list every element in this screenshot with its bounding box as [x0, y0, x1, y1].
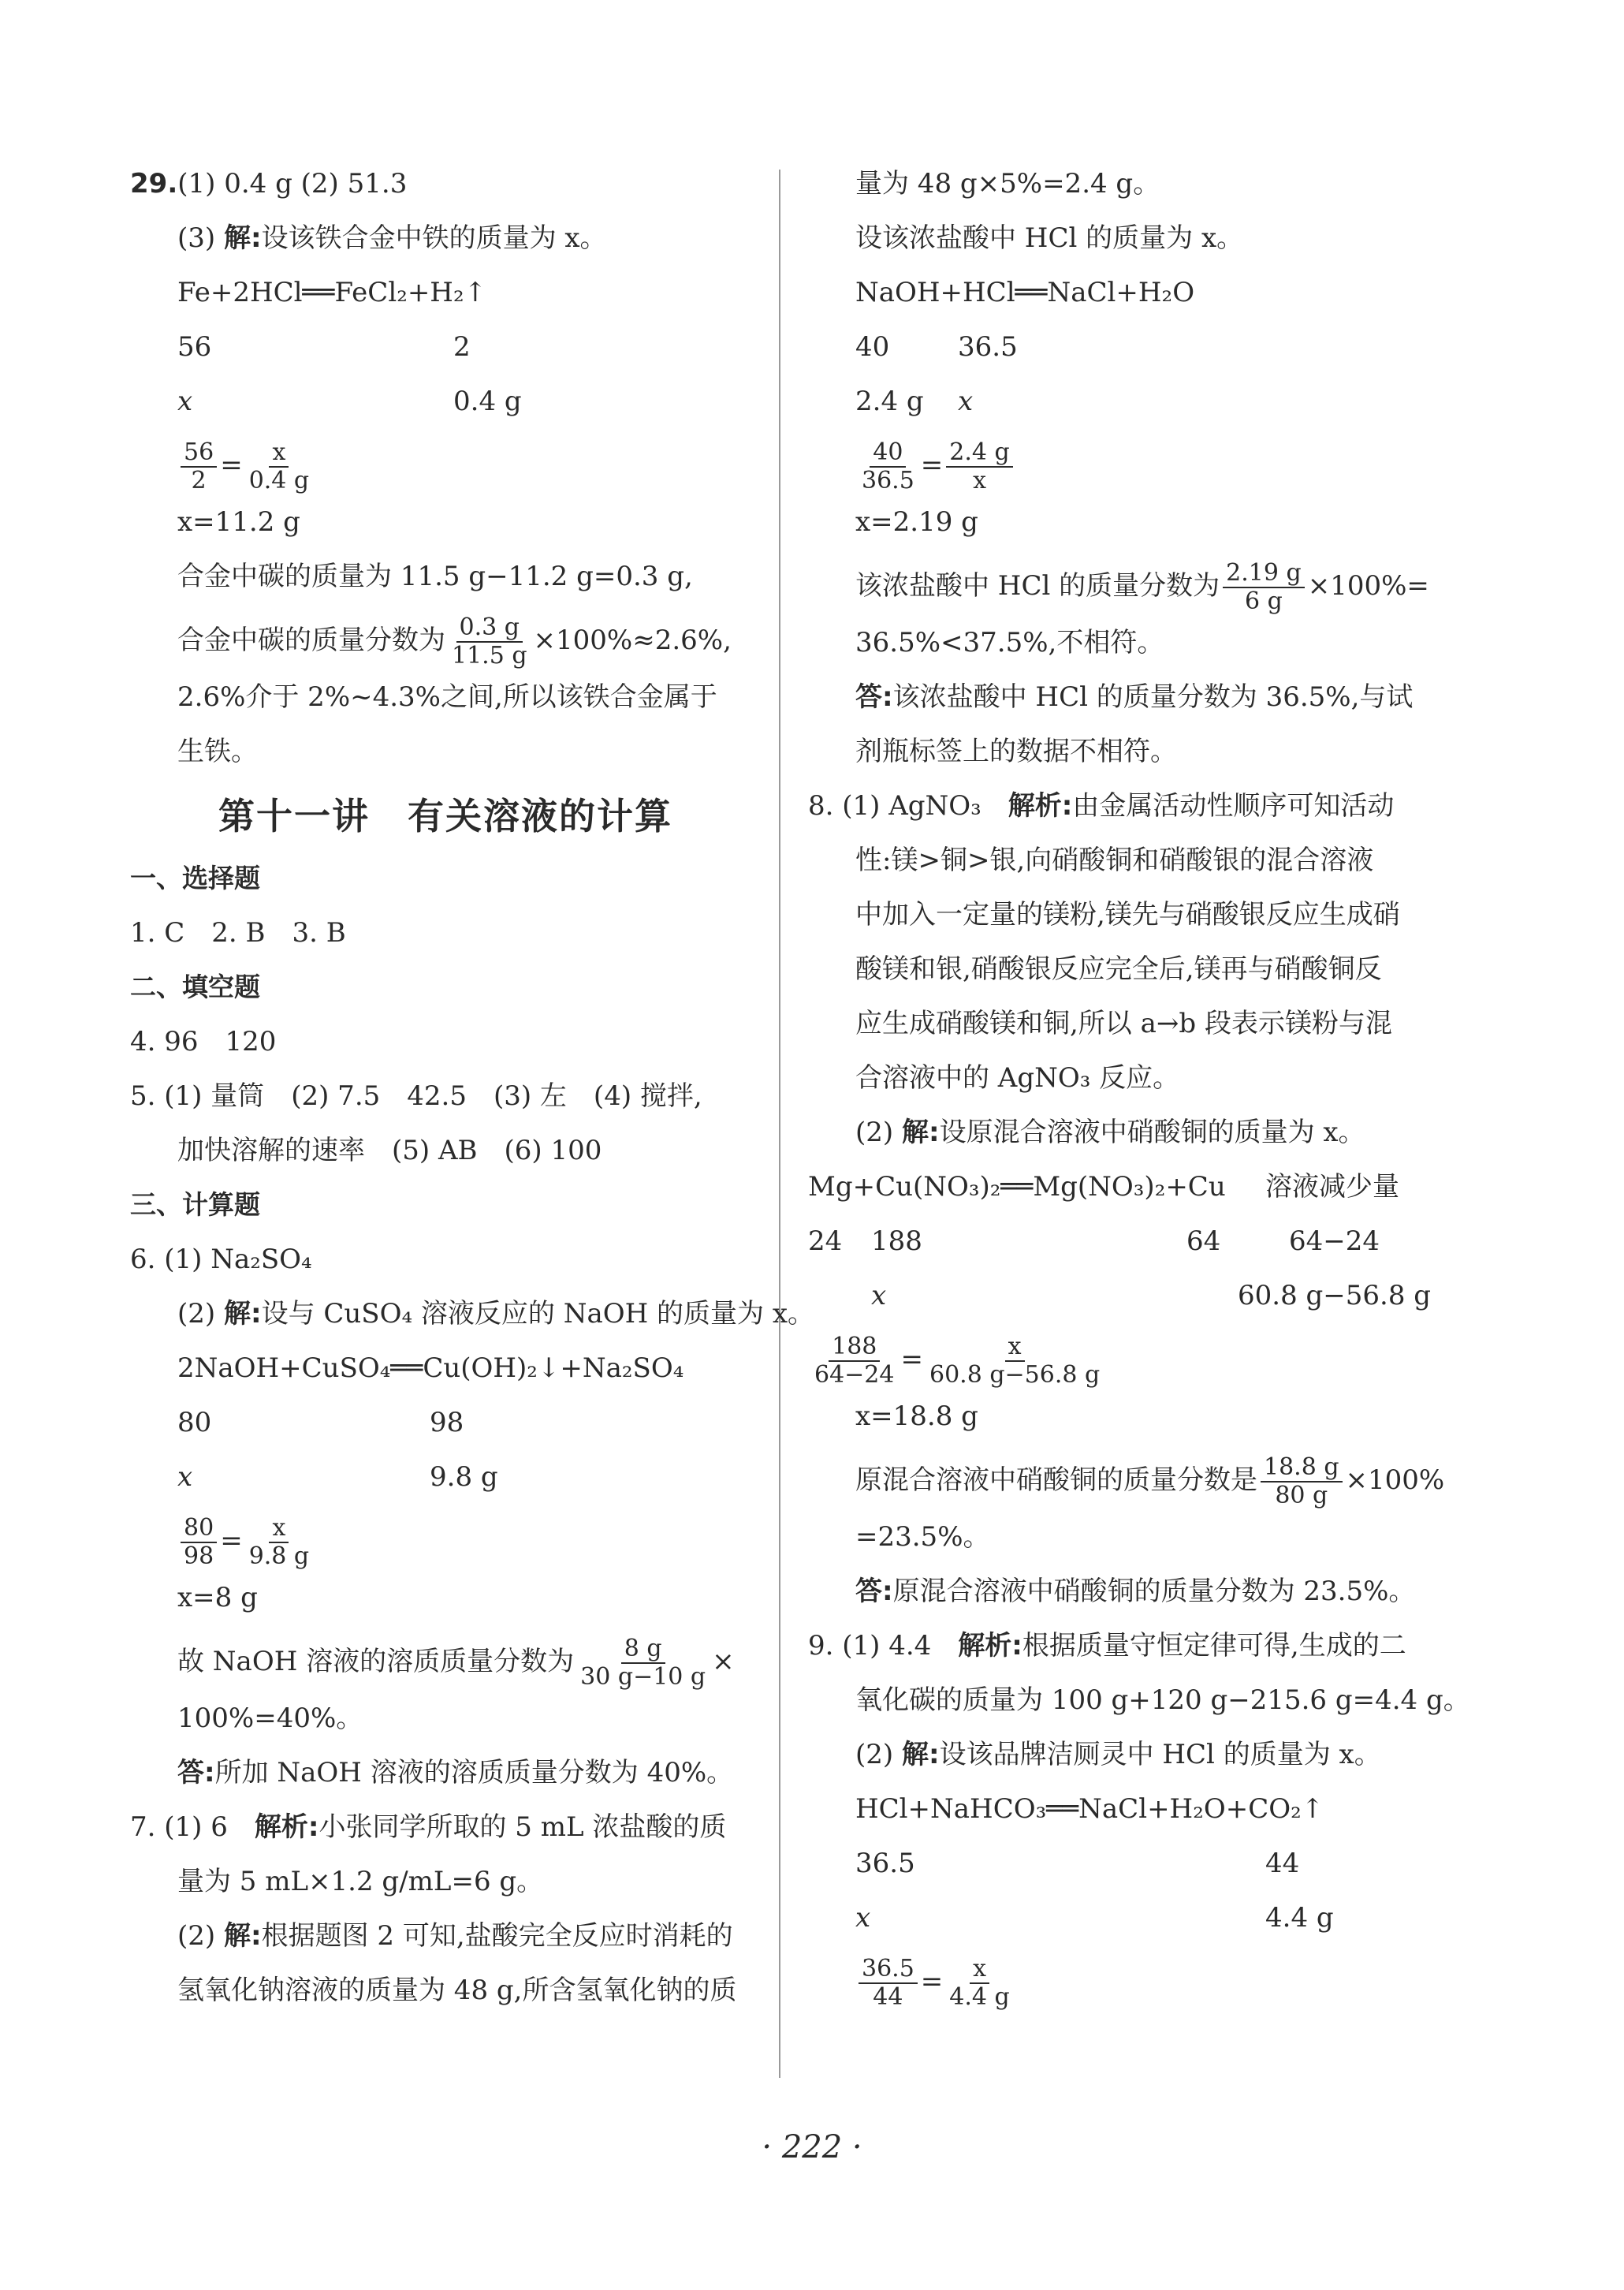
fraction: $\frac{x}{4.4 g}$ [949, 1955, 1010, 2011]
fraction: $\frac{188}{64-24}$ [814, 1333, 895, 1389]
q7-line1: 7. (1) 6 解析:小张同学所取的 5 mL 浓盐酸的质 [130, 1811, 727, 1843]
q8-fraction: 原混合溶液中硝酸铜的质量分数是 $\frac{18.8 g}{80 g}$ ×100% [855, 1453, 1445, 1509]
page-number: · 222 · [762, 2129, 862, 2165]
q8-ratio-row1: 24 188 64 64−24 [808, 1225, 1380, 1257]
q6-proportion: $\frac{80}{98}$ = $\frac{x}{9.8 g}$ [130, 1513, 761, 1570]
q8-ratio-row2: x 60.8 g−56.8 g [871, 1280, 1432, 1311]
q29-equation: Fe+2HCl══FeCl₂+H₂↑ [177, 277, 487, 308]
q29-line1: 29.(1) 0.4 g (2) 51.3 [130, 168, 408, 200]
answer-5-line2: 加快溶解的速率 (5) AB (6) 100 [177, 1135, 602, 1166]
fraction: $\frac{x}{60.8 g-56.8 g}$ [929, 1333, 1101, 1389]
q8-line2: 性:镁>铜>银,向硝酸铜和硝酸银的混合溶液 [855, 845, 1374, 876]
q29-conclusion2: 生铁。 [177, 736, 258, 767]
q7-line3: (2) 解:根据题图 2 可知,盐酸完全反应时消耗的 [177, 1920, 733, 1952]
q8-line1: 8. (1) AgNO₃ 解析:由金属活动性顺序可知活动 [808, 790, 1395, 822]
q6-ratio-row1: 80 98 [177, 1407, 464, 1438]
q6-answer: 答:所加 NaOH 溶液的溶质质量分数为 40%。 [177, 1757, 734, 1788]
fraction: $\frac{36.5}{44}$ [859, 1956, 918, 2011]
q8-percent: =23.5%。 [855, 1521, 990, 1553]
q8-line7: (2) 解:设原混合溶液中硝酸铜的质量为 x。 [855, 1117, 1365, 1148]
fraction: $\frac{2.4 g}{x}$ [946, 439, 1012, 494]
section-fill: 二、填空题 [130, 972, 260, 1002]
q6-line2: (2) 解:设与 CuSO₄ 溶液反应的 NaOH 的质量为 x。 [177, 1298, 815, 1330]
q29-result: x=11.2 g [177, 506, 300, 538]
q9-line2: 氧化碳的质量为 100 g+120 g−215.6 g=4.4 g。 [855, 1684, 1470, 1716]
q8-answer: 答:原混合溶液中硝酸铜的质量分数为 23.5%。 [855, 1576, 1416, 1607]
q7c-fraction: 该浓盐酸中 HCl 的质量分数为 $\frac{2.19 g}{6 g}$ ×100%= [855, 559, 1429, 615]
left-column [130, 166, 815, 2027]
q8-result: x=18.8 g [855, 1400, 978, 1432]
q7-line2: 量为 5 mL×1.2 g/mL=6 g。 [177, 1866, 544, 1897]
section-calc: 三、计算题 [130, 1189, 260, 1220]
column-divider [779, 170, 780, 2078]
q6-line1: 6. (1) Na₂SO₄ [130, 1244, 312, 1275]
q7c-line1: 量为 48 g×5%=2.4 g。 [855, 168, 1160, 200]
answer-5-line1: 5. (1) 量筒 (2) 7.5 42.5 (3) 左 (4) 搅拌, [130, 1080, 702, 1112]
q7c-answer1: 答:该浓盐酸中 HCl 的质量分数为 36.5%,与试 [855, 681, 1414, 713]
q8-line6: 合溶液中的 AgNO₃ 反应。 [855, 1062, 1180, 1094]
answers-1-3: 1. C 2. B 3. B [130, 917, 346, 949]
fraction: $\frac{56}{2}$ [181, 439, 217, 494]
q8-line3: 中加入一定量的镁粉,镁先与硝酸银反应生成硝 [855, 899, 1400, 931]
q29-carbon-fraction: 合金中碳的质量分数为 $\frac{0.3 g}{11.5 g}$ ×100%≈2.6%, [177, 614, 732, 669]
q6-equation: 2NaOH+CuSO₄══Cu(OH)₂↓+Na₂SO₄ [177, 1352, 684, 1384]
fraction: $\frac{40}{36.5}$ [862, 438, 914, 494]
q29-line2: (3) 解:设该铁合金中铁的质量为 x。 [177, 222, 607, 254]
q29-ratio-row1: 56 2 [177, 331, 471, 363]
fraction: $\frac{80}{98}$ [181, 1515, 217, 1570]
q9-line1: 9. (1) 4.4 解析:根据质量守恒定律可得,生成的二 [808, 1630, 1406, 1662]
q6-percent: 100%=40%。 [177, 1703, 363, 1734]
q29-conclusion1: 2.6%介于 2%~4.3%之间,所以该铁合金属于 [177, 681, 717, 713]
q7c-ratio-row1: 40 36.5 [855, 331, 1018, 363]
q7c-answer2: 剂瓶标签上的数据不相符。 [855, 736, 1177, 767]
q9-ratio-row2: x 4.4 g [855, 1902, 1334, 1934]
lecture-heading: 第十一讲 有关溶液的计算 [218, 795, 672, 837]
fraction: $\frac{x}{0.4 g}$ [248, 438, 310, 494]
q9-proportion: $\frac{36.5}{44}$ = $\frac{x}{4.4 g}$ [808, 1954, 1462, 2011]
section-choice: 一、选择题 [130, 863, 260, 893]
q8-line4: 酸镁和银,硝酸银反应完全后,镁再与硝酸铜反 [855, 953, 1382, 985]
q6-fraction: 故 NaOH 溶液的溶质质量分数为 $\frac{8 g}{30 g-10 g}$ × [177, 1635, 735, 1691]
q8-line5: 应生成硝酸镁和铜,所以 a→b 段表示镁粉与混 [855, 1008, 1392, 1039]
q7c-proportion: $\frac{40}{36.5}$ = $\frac{2.4 g}{x}$ [808, 438, 1462, 494]
q29-carbon-mass: 合金中碳的质量为 11.5 g−11.2 g=0.3 g, [177, 561, 693, 592]
q9-line3: (2) 解:设该品牌洁厕灵中 HCl 的质量为 x。 [855, 1739, 1381, 1770]
fraction: $\frac{2.19 g}{6 g}$ [1223, 560, 1305, 615]
fraction: $\frac{x}{9.8 g}$ [248, 1514, 310, 1570]
q7-line4: 氢氧化钠溶液的质量为 48 g,所含氢氧化钠的质 [177, 1975, 737, 2006]
right-column [808, 166, 1470, 2020]
q8-proportion: $\frac{188}{64-24}$ = $\frac{x}{60.8 g-56.8 g}$ [808, 1332, 1462, 1389]
q7c-ratio-row2: 2.4 g x [855, 386, 974, 417]
q6-result: x=8 g [177, 1582, 258, 1613]
answer-4: 4. 96 120 [130, 1026, 277, 1057]
q8-equation: Mg+Cu(NO₃)₂══Mg(NO₃)₂+Cu 溶液减少量 [808, 1171, 1399, 1203]
q7c-equation: NaOH+HCl══NaCl+H₂O [855, 277, 1195, 308]
fraction: $\frac{18.8 g}{80 g}$ [1261, 1454, 1343, 1509]
fraction: $\frac{8 g}{30 g-10 g}$ [580, 1635, 706, 1691]
q7c-result: x=2.19 g [855, 506, 978, 538]
q7c-compare: 36.5%<37.5%,不相符。 [855, 627, 1164, 658]
q29-ratio-row2: x 0.4 g [177, 386, 522, 417]
q6-ratio-row2: x 9.8 g [177, 1461, 498, 1493]
q9-equation: HCl+NaHCO₃══NaCl+H₂O+CO₂↑ [855, 1793, 1324, 1825]
q9-ratio-row1: 36.5 44 [855, 1848, 1300, 1879]
q29-proportion: $\frac{56}{2}$ = $\frac{x}{0.4 g}$ [130, 438, 761, 494]
fraction: $\frac{0.3 g}{11.5 g}$ [452, 614, 527, 669]
q7c-line2: 设该浓盐酸中 HCl 的质量为 x。 [855, 222, 1244, 254]
